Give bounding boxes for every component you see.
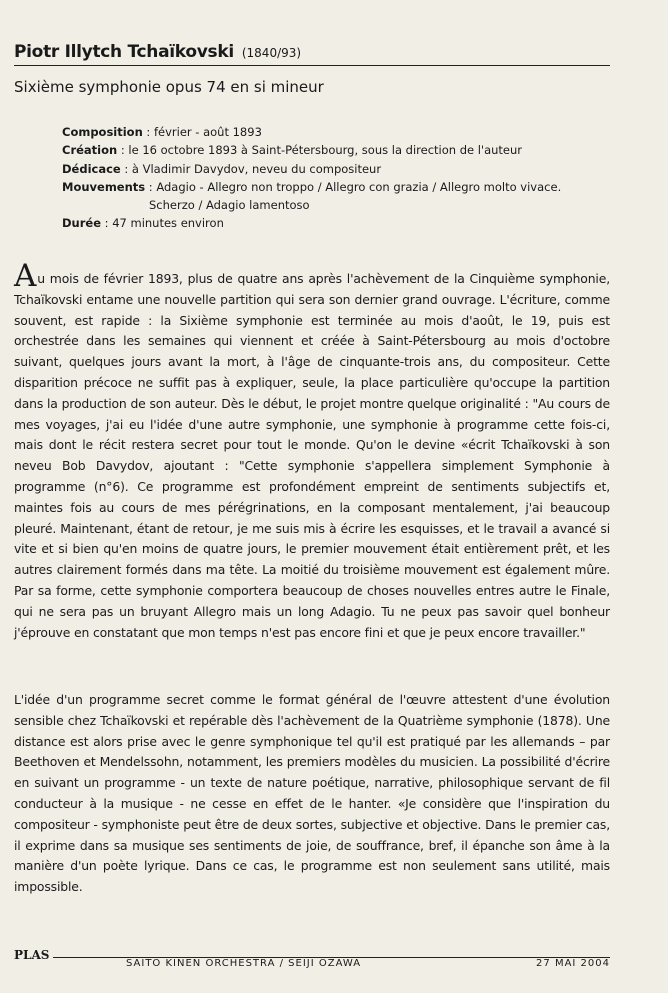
page-header [14, 42, 610, 66]
work-title: Sixième symphonie opus 74 en si mineur [14, 78, 324, 96]
composer-dates: (1840/93) [241, 46, 302, 60]
page-footer [14, 948, 610, 974]
publisher-logo: PLAS [14, 948, 53, 962]
info-creation: Création : le 16 octobre 1893 à Saint-Pétersbourg, sous la direction de l'auteur [62, 143, 523, 158]
footer-date: 27 MAI 2004 [536, 958, 610, 969]
paragraph-2: L'idée d'un programme secret comme le format général de l'œuvre attestent d'une évolution sensible chez Tchaïkovski et repérable dès l'achèvement de la Quatrième symphonie (1878). Une distance est alors prise avec le genre symphonique tel qu'il est pratiqué par les allemands – par Beethoven et Mendelssohn, notamment, les premiers modèles du musicien. La possibilité d'écrire en suivant un programme - un texte de nature poétique, narrative, philosophique servant de fil conducteur à la musique - ne cesse en effet de le hanter. «Je considère que l'inspiration du compositeur - symphoniste peut être de deux sortes, subjective et objective. Dans le premier cas, il exprime dans sa musique ses sentiments de joie, de souffrance, bref, il épanche son âme à la manière d'un poète lyrique. Dans ce cas, le programme est non seulement sans utilité, mais impossible. [14, 692, 610, 895]
work-info [62, 123, 622, 233]
info-dedicace: Dédicace : à Vladimir Davydov, neveu du compositeur [62, 161, 382, 176]
info-mouvements-cont: Scherzo / Adagio lamentoso [149, 198, 310, 213]
composer-name: Piotr Illytch Tchaïkovski [14, 42, 234, 62]
paragraph-1-text: u mois de février 1893, plus de quatre ans après l'achèvement de la Cinquième symphonie, Tchaïkovski entame une nouvelle partition qui sera son dernier grand ouvrage. L'écriture, comme souvent, est rapide : la Sixième symphonie est terminée au mois d'août, le 19, puis est orchestrée dans les semaines qui viennent et créée à Saint-Pétersbourg au mois d'octobre suivant, quelques jours avant la mort, à l'âge de cinquante-trois ans, du compositeur. Cette disparition précoce ne suffit pas à expliquer, seule, la place particulière qu'occupe la partition dans la production de son auteur. Dès le début, le projet montre quelque originalité : "Au cours de mes voyages, j'ai eu l'idée d'une autre symphonie, une symphonie à programme cette fois-ci, mais dont le récit restera secret pour tout le monde. Qu'on le devine «écrit Tchaïkovski à son neveu Bob Davydov, ajoutant : "Cette symphonie s'appellera simplement Symphonie à programme (n°6). Ce programme est profondément empreint de sentiments subjectifs et, maintes fois au cours de mes pérégrinations, en la composant mentalement, j'ai beaucoup pleuré. Maintenant, étant de retour, je me suis mis à écrire les esquisses, et le travail a avancé si vite et si bien qu'en moins de quatre jours, le premier mouvement était entièrement prêt, et les autres clairement formés dans ma tête. La moitié du troisième mouvement est également mûre. Par sa forme, cette symphonie comportera beaucoup de choses nouvelles entres autre le Finale, qui ne sera pas un bruyant Allegro mais un long Adagio. Tu ne peux pas savoir quel bonheur j'éprouve en constatant que mon temps n'est pas encore fini et que je peux encore travailler." [14, 271, 610, 640]
info-duree: Durée : 47 minutes environ [62, 216, 224, 231]
drop-cap: A [14, 258, 37, 294]
info-mouvements: Mouvements : Adagio - Allegro non troppo / Allegro con grazia / Allegro molto vivace. [62, 179, 562, 194]
paragraph-1 [14, 258, 610, 643]
info-composition: Composition : février - août 1893 [62, 125, 262, 139]
footer-orchestra: SAITO KINEN ORCHESTRA / SEIJI OZAWA [126, 958, 362, 969]
